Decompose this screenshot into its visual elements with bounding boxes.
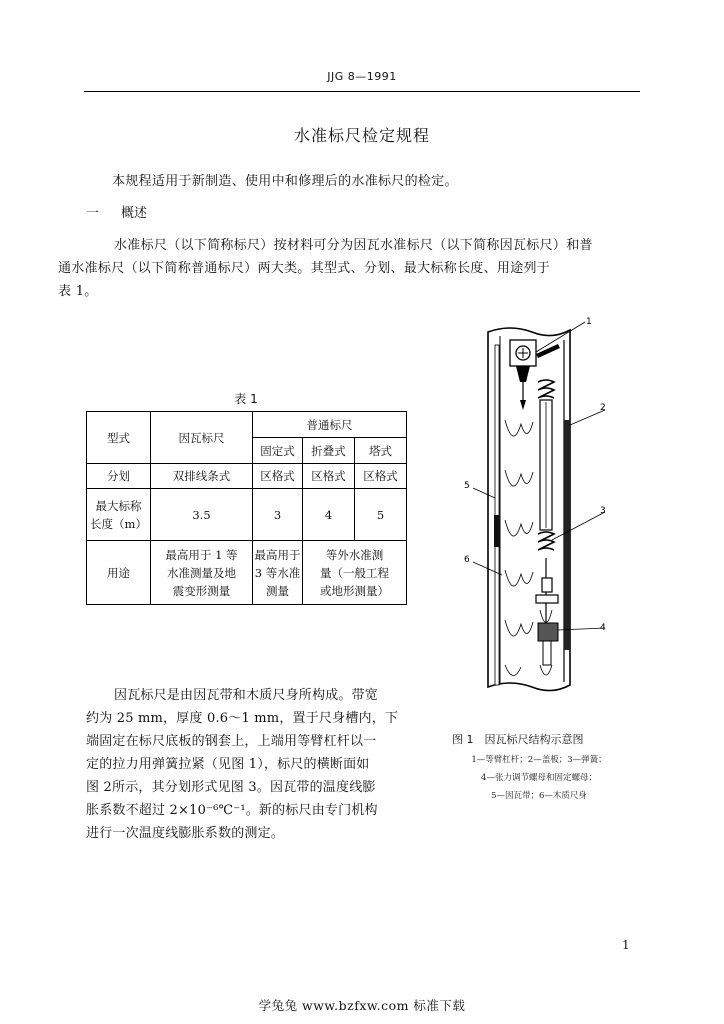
callout-2: 2 (600, 403, 606, 413)
cell: 双排线条式 (151, 464, 253, 489)
fixing-nut (538, 623, 558, 641)
adjust-nut (542, 578, 552, 592)
callout-3: 3 (600, 506, 606, 516)
figure-legend-line: 4—张力调节螺母和固定螺母； (481, 773, 597, 783)
section-number: 一 (86, 206, 100, 221)
section-heading (86, 202, 147, 221)
cell: 等外水准测 量（一般工程 或地形测量） (303, 541, 407, 605)
col-header-ordinary: 普通标尺 (253, 412, 407, 438)
col-header-invar: 因瓦标尺 (151, 412, 253, 464)
cell: 区格式 (253, 464, 303, 489)
scope-paragraph: 本规程适用于新制造、使用中和修理后的水准标尺的检定。 (112, 174, 458, 189)
callout-1: 1 (586, 317, 592, 327)
cell: 3 (253, 489, 303, 541)
figure-legend-line: 5—因瓦带；6—木质尺身 (491, 791, 587, 801)
header-code: JJG 8—1991 (327, 70, 397, 83)
cell: 5 (355, 489, 407, 541)
row-label: 分划 (87, 464, 151, 489)
cell: 区格式 (303, 464, 355, 489)
cell: 3.5 (151, 489, 253, 541)
cell: 最高用于 3 等水准 测量 (253, 541, 303, 605)
cover-plate (564, 420, 570, 650)
sub-header-tower: 塔式 (355, 438, 407, 464)
body-line: 定的拉力用弹簧拉紧（见图 1），标尺的横断面如 (86, 757, 370, 772)
overview-line: 表 1。 (58, 284, 98, 299)
body-line: 因瓦标尺是由因瓦带和木质尺身所构成。带宽 (114, 688, 379, 703)
overview-line: 通水准标尺（以下简称普通标尺）两大类。其型式、分划、最大标称长度、用途列于 (58, 261, 551, 276)
footer-watermark: 学兔兔 www.bzfxw.com 标准下载 (258, 998, 466, 1013)
callout-6: 6 (464, 555, 470, 565)
table-row (87, 541, 407, 605)
cell: 4 (303, 489, 355, 541)
body-line: 胀系数不超过 2×10⁻⁶℃⁻¹。新的标尺由专门机构 (86, 803, 378, 818)
doc-title: 水准标尺检定规程 (293, 126, 430, 145)
figure-caption: 图 1 因瓦标尺结构示意图 (452, 733, 584, 746)
staff-diagram (440, 310, 610, 715)
sub-header-fixed: 固定式 (253, 438, 303, 464)
body-line: 进行一次温度线膨胀系数的测定。 (86, 826, 285, 841)
callout-5: 5 (464, 481, 470, 491)
callout-4: 4 (600, 623, 606, 633)
overview-paragraph (58, 234, 642, 303)
body-line: 约为 25 mm，厚度 0.6～1 mm，置于尺身槽内，下 (86, 711, 399, 726)
row-label: 最大标称 长度（m） (87, 489, 151, 541)
sub-header-folding: 折叠式 (303, 438, 355, 464)
table-row (87, 489, 407, 541)
table-1 (86, 411, 407, 605)
body-paragraph (86, 684, 408, 845)
table-caption: 表 1 (234, 392, 258, 406)
col-header-type: 型式 (87, 412, 151, 464)
table-row (87, 464, 407, 489)
body-line: 端固定在标尺底板的钢套上，上端用等臂杠杆以一 (86, 734, 377, 749)
cell: 区格式 (355, 464, 407, 489)
overview-line: 水准标尺（以下简称标尺）按材料可分为因瓦水准标尺（以下简称因瓦标尺）和普 (114, 238, 593, 253)
figure-legend-line: 1—等臂杠杆；2—盖板；3—弹簧； (471, 755, 607, 765)
section-title: 概述 (121, 206, 148, 221)
body-line: 图 2所示，其分划形式见图 3。因瓦带的温度线膨 (86, 780, 376, 795)
header-rule (84, 91, 640, 92)
page-number: 1 (622, 938, 630, 952)
row-label: 用途 (87, 541, 151, 605)
cell: 最高用于 1 等 水准测量及地 震变形测量 (151, 541, 253, 605)
